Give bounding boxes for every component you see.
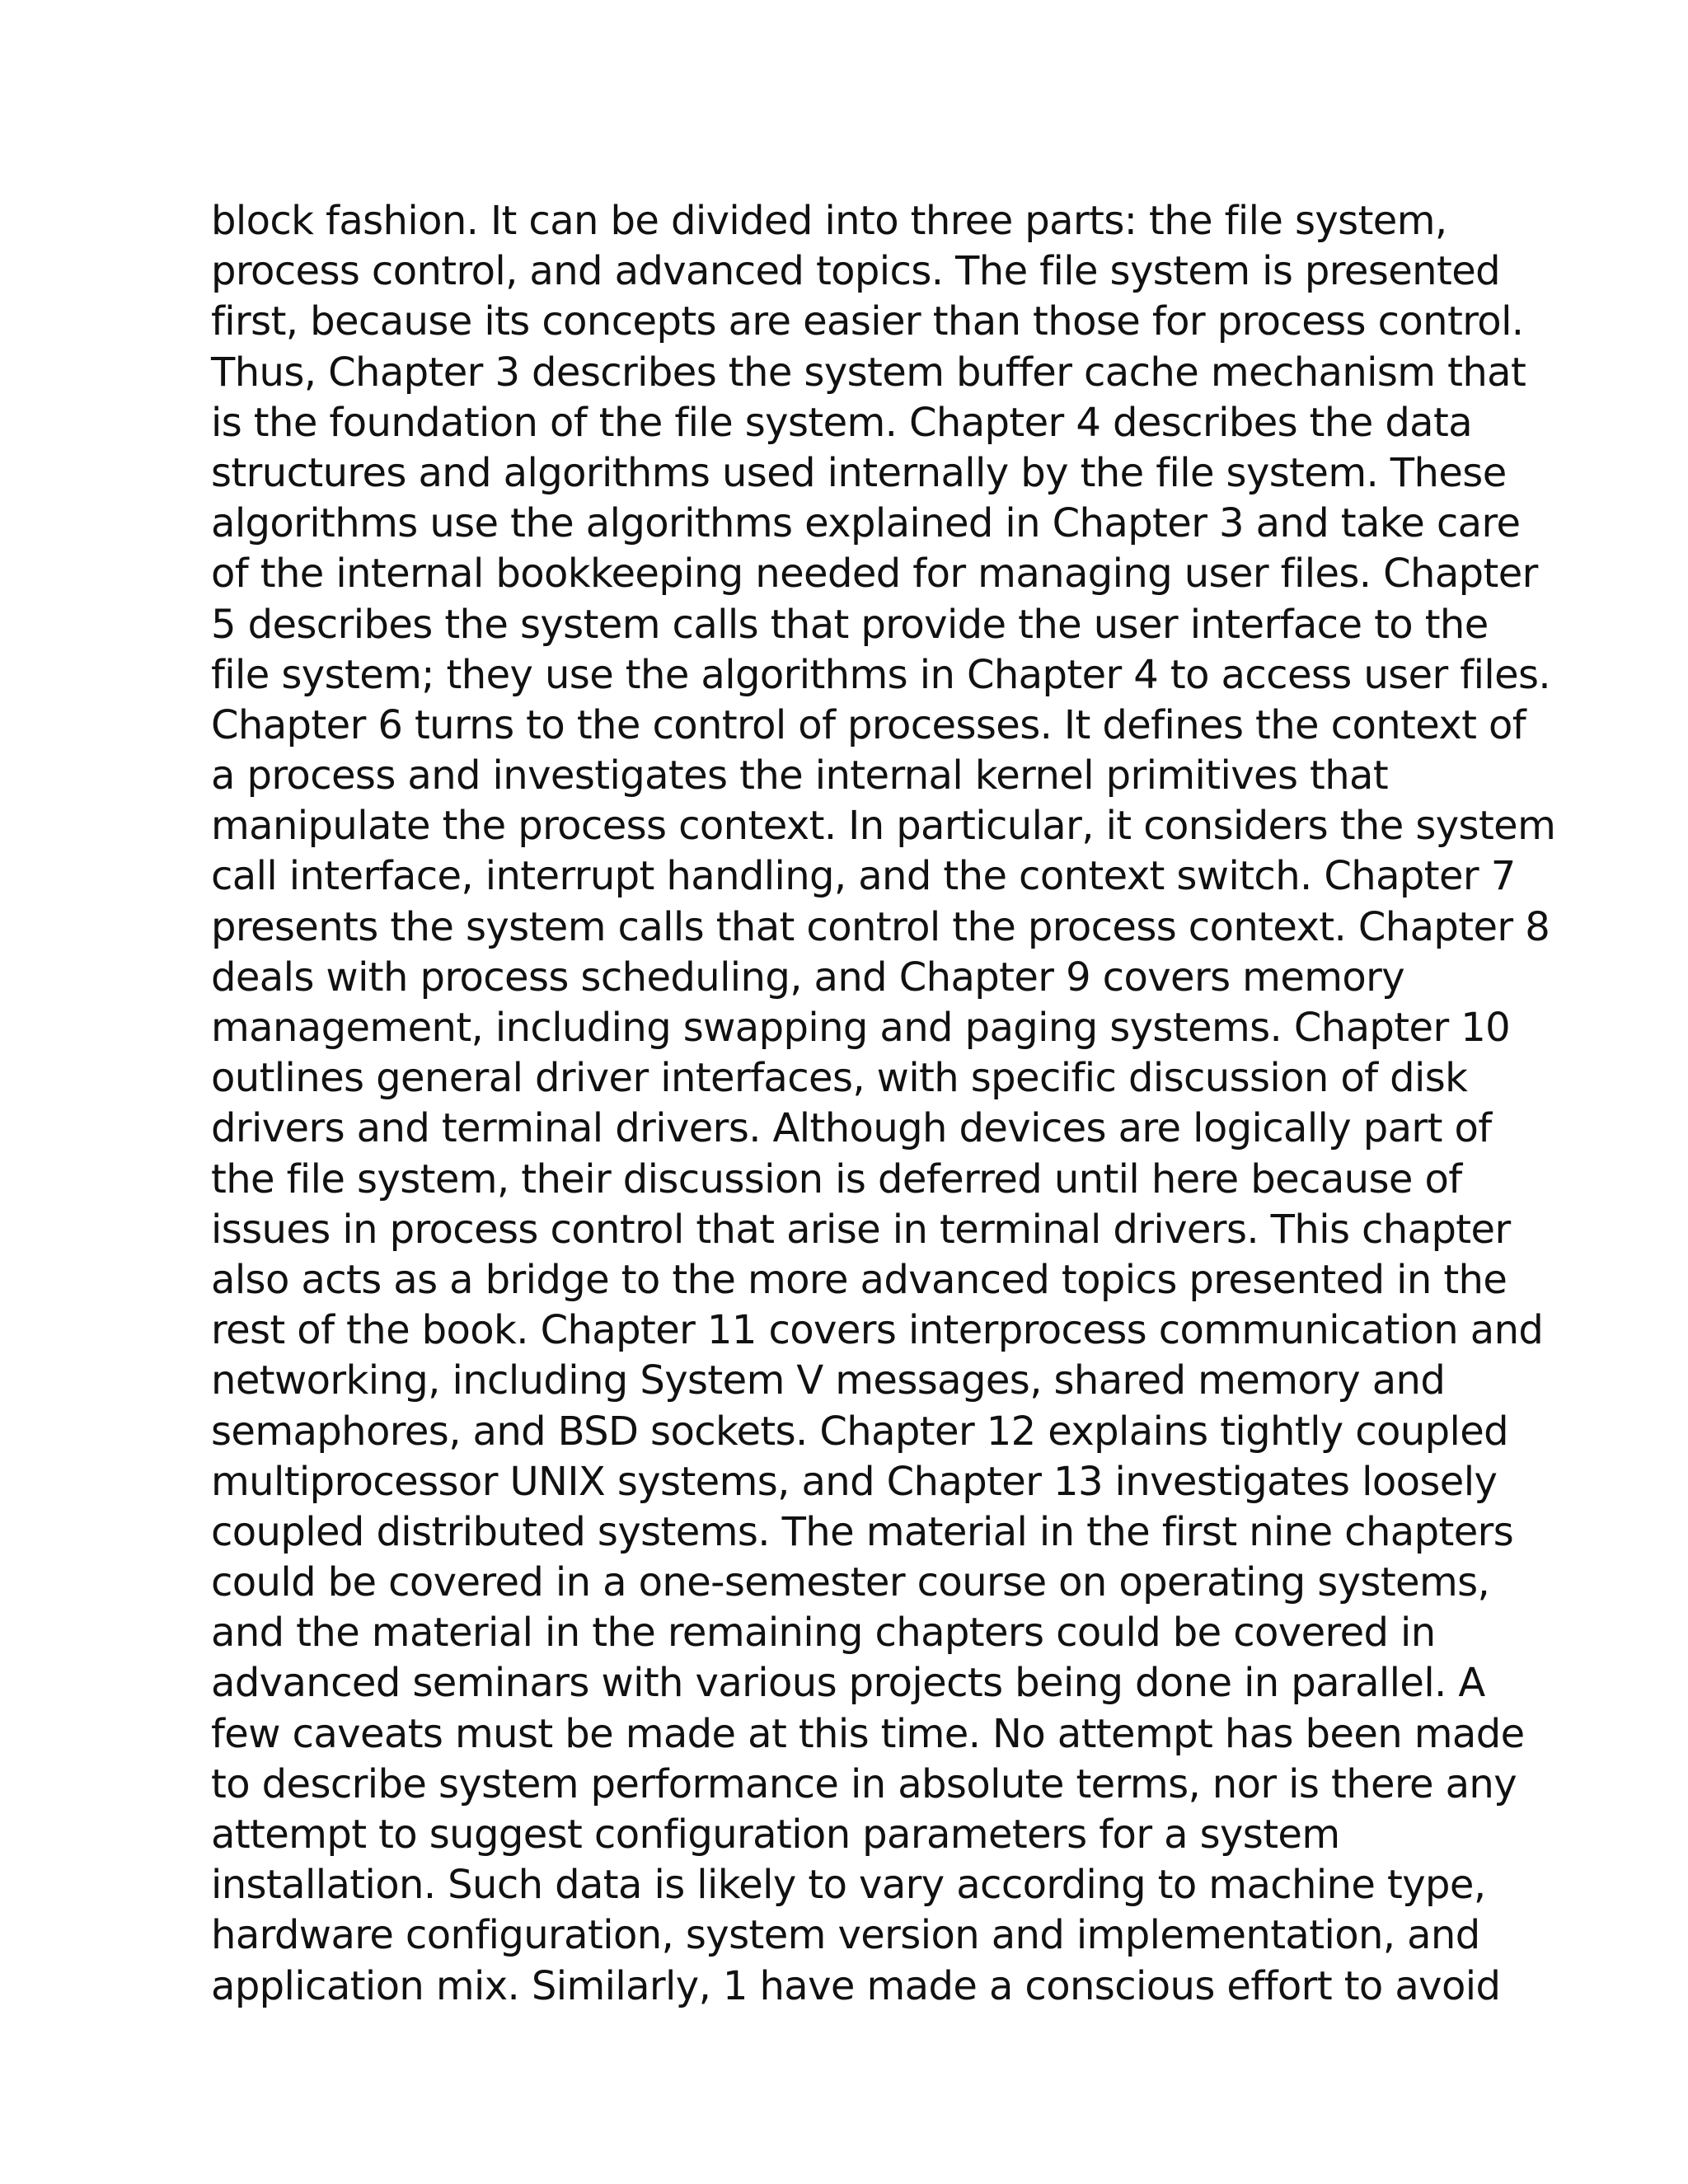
text-line: rest of the book. Chapter 11 covers interprocess communication and <box>211 1307 1544 1354</box>
text-line: Chapter 6 turns to the control of processes. It defines the context of <box>211 701 1526 748</box>
text-line: semaphores, and BSD sockets. Chapter 12 explains tightly coupled <box>211 1408 1509 1455</box>
text-line: of the internal bookkeeping needed for managing user files. Chapter <box>211 551 1538 598</box>
text-line: could be covered in a one-semester course on operating systems, <box>211 1559 1490 1606</box>
text-line: 5 describes the system calls that provide the user interface to the <box>211 601 1489 648</box>
text-line: issues in process control that arise in terminal drivers. This chapter <box>211 1206 1511 1253</box>
text-line: the file system, their discussion is deferred until here because of <box>211 1155 1462 1202</box>
text-line: process control, and advanced topics. The file system is presented <box>211 248 1500 295</box>
text-line: block fashion. It can be divided into three parts: the file system, <box>211 198 1447 244</box>
text-line: manipulate the process context. In particular, it considers the system <box>211 803 1556 850</box>
text-line: presents the system calls that control the process context. Chapter 8 <box>211 903 1550 950</box>
text-line: to describe system performance in absolute terms, nor is there any <box>211 1760 1517 1807</box>
text-line: networking, including System V messages, shared memory and <box>211 1357 1446 1404</box>
text-line: also acts as a bridge to the more advanced topics presented in the <box>211 1256 1507 1303</box>
text-line: installation. Such data is likely to vary according to machine type, <box>211 1862 1486 1909</box>
text-line: management, including swapping and paging systems. Chapter 10 <box>211 1005 1511 1051</box>
text-line: coupled distributed systems. The material in the first nine chapters <box>211 1508 1514 1555</box>
text-line: file system; they use the algorithms in Chapter 4 to access user files. <box>211 651 1551 698</box>
text-line: application mix. Similarly, 1 have made a conscious effort to avoid <box>211 1962 1501 2009</box>
body-paragraph <box>211 196 1556 2012</box>
text-line: drivers and terminal drivers. Although devices are logically part of <box>211 1105 1492 1152</box>
text-line: attempt to suggest configuration parameters for a system <box>211 1811 1340 1858</box>
text-line: deals with process scheduling, and Chapter 9 covers memory <box>211 954 1405 1001</box>
text-line: first, because its concepts are easier than those for process control. <box>211 298 1524 345</box>
text-line: structures and algorithms used internally by the file system. These <box>211 449 1507 496</box>
text-line: advanced seminars with various projects being done in parallel. A <box>211 1660 1485 1707</box>
text-line: and the material in the remaining chapters could be covered in <box>211 1610 1436 1657</box>
text-line: algorithms use the algorithms explained in Chapter 3 and take care <box>211 500 1521 547</box>
text-line: is the foundation of the file system. Chapter 4 describes the data <box>211 399 1473 446</box>
text-line: outlines general driver interfaces, with specific discussion of disk <box>211 1055 1468 1102</box>
text-line: hardware configuration, system version and implementation, and <box>211 1912 1480 1959</box>
text-line: multiprocessor UNIX systems, and Chapter 13 investigates loosely <box>211 1458 1498 1505</box>
text-line: Thus, Chapter 3 describes the system buffer cache mechanism that <box>211 349 1526 396</box>
text-line: a process and investigates the internal kernel primitives that <box>211 752 1389 799</box>
text-line: call interface, interrupt handling, and the context switch. Chapter 7 <box>211 853 1516 900</box>
text-line: few caveats must be made at this time. No attempt has been made <box>211 1710 1525 1757</box>
